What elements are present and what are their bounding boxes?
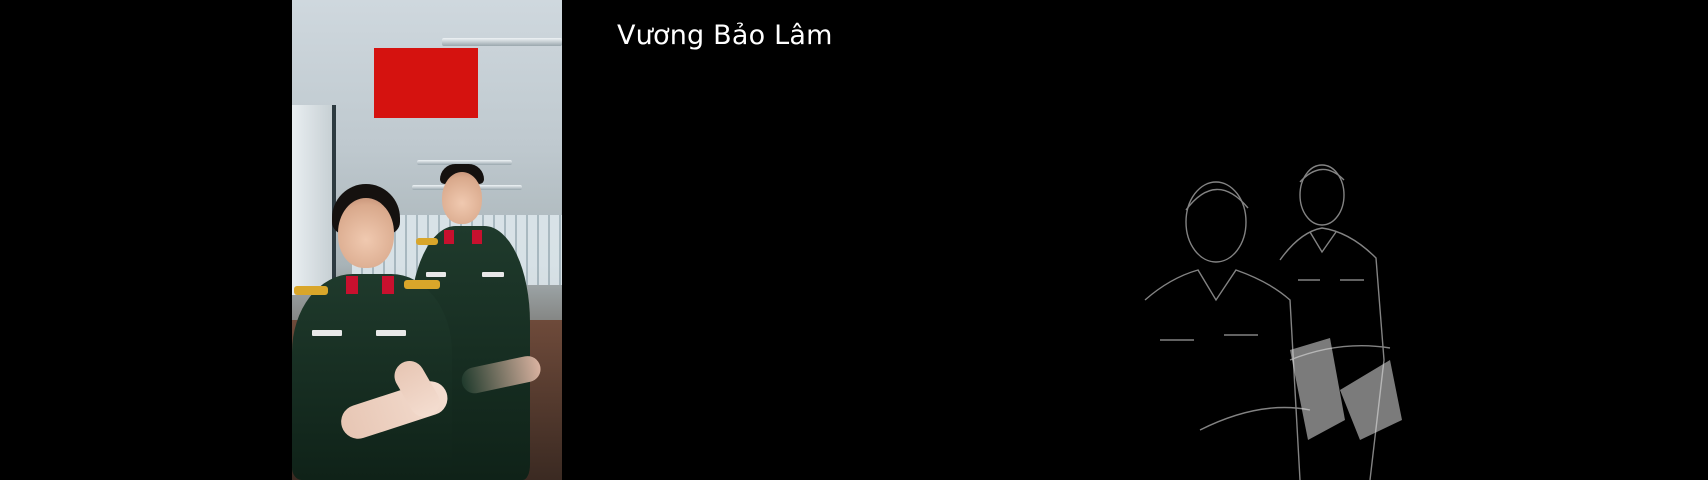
woman-badge (376, 330, 406, 336)
dancing-soldiers-photo (292, 0, 562, 480)
woman-epaulette (404, 280, 440, 289)
man-badge (482, 272, 504, 277)
woman-collar (346, 276, 358, 294)
woman-figure (292, 180, 462, 480)
woman-badge (312, 330, 342, 336)
woman-head (338, 198, 394, 268)
red-overlay-box (374, 48, 478, 118)
ceiling-light (442, 38, 562, 46)
caption-title: Vương Bảo Lâm (617, 20, 833, 51)
man-collar (472, 230, 482, 244)
edge-arm (1200, 408, 1310, 431)
edge-detection-photo (1140, 0, 1440, 480)
edge-arm-highlight (1290, 338, 1345, 440)
edge-woman-torso (1145, 270, 1300, 480)
edge-man-hair (1300, 169, 1344, 182)
edge-outline-drawing (1140, 0, 1440, 480)
woman-torso (292, 274, 452, 480)
edge-man-collar (1310, 232, 1336, 252)
edge-woman-head (1186, 182, 1246, 262)
edge-arm-highlight (1340, 360, 1402, 440)
woman-collar (382, 276, 394, 294)
edge-woman-pocket (1160, 335, 1258, 340)
woman-epaulette (294, 286, 328, 295)
